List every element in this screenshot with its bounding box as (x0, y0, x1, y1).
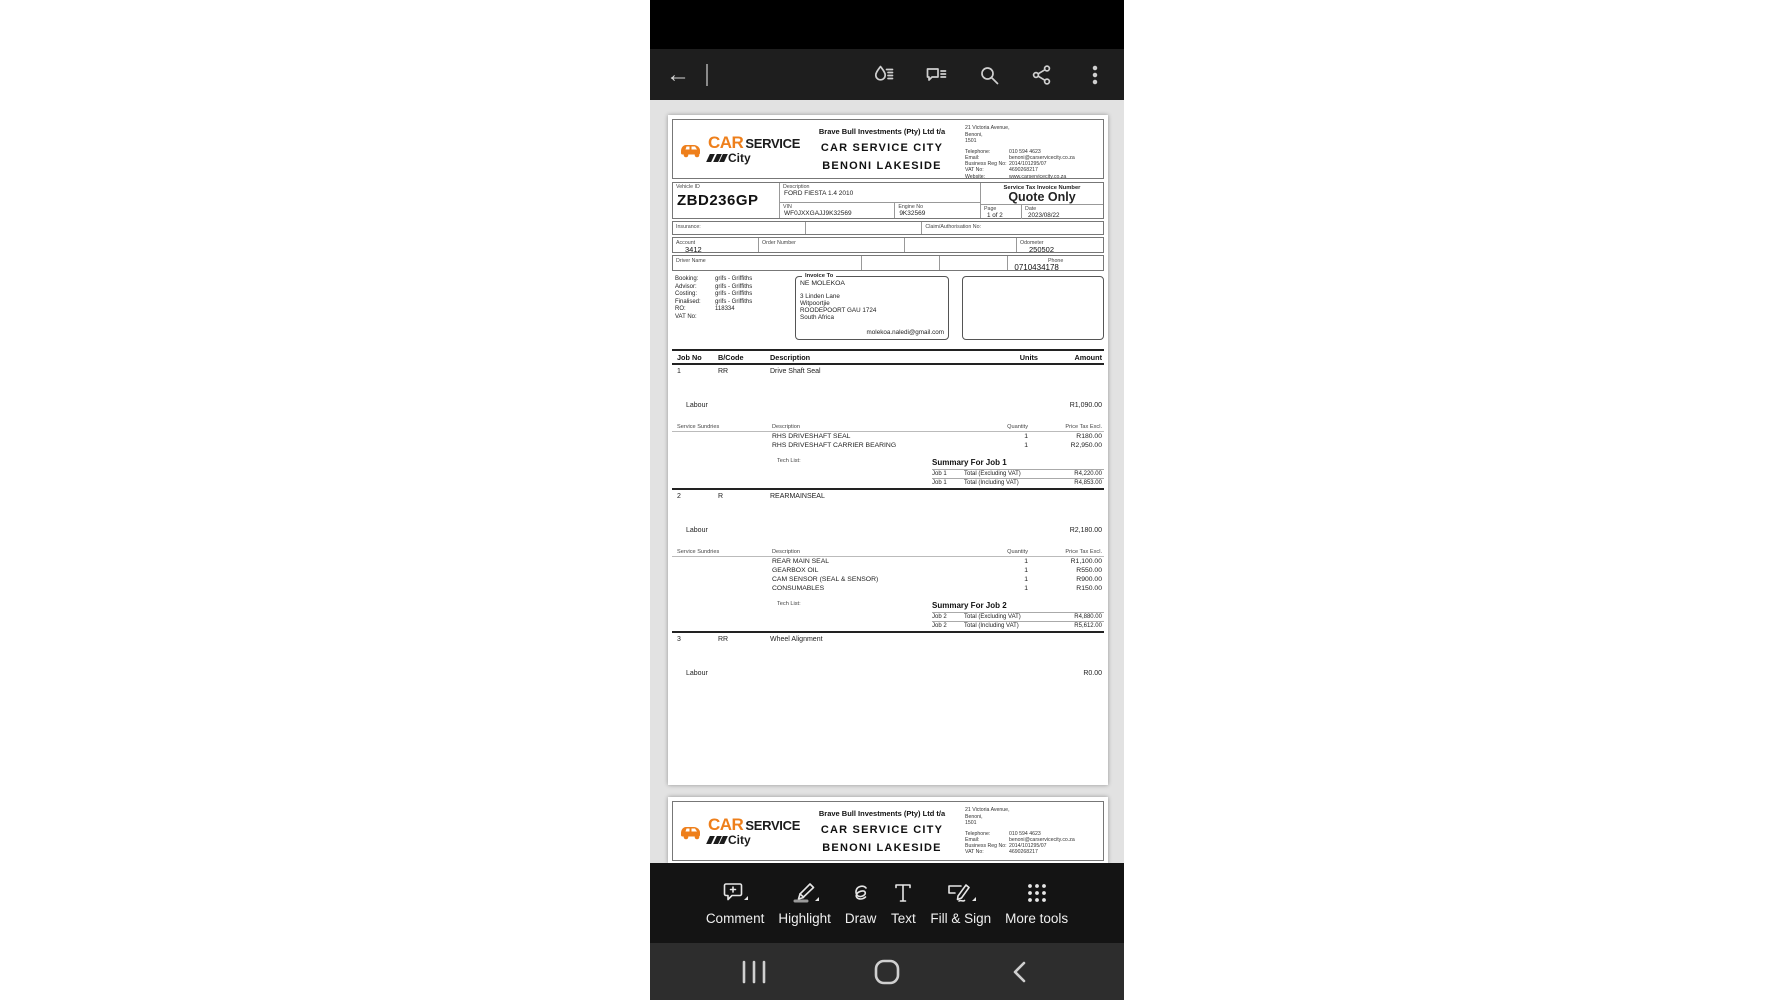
invoice-number-label: Service Tax Invoice Number (1003, 185, 1081, 191)
logo-word-service: SERVICE (745, 818, 801, 833)
insurance-row (672, 221, 1104, 235)
driver-row (672, 255, 1104, 271)
highlighter-icon (790, 880, 820, 906)
branch-name: BENONI LAKESIDE (822, 842, 942, 854)
recents-icon[interactable] (724, 952, 784, 992)
branch-name: BENONI LAKESIDE (822, 160, 942, 172)
hazard-stripes (708, 836, 726, 844)
vin-value: WF0JXXGAJJ9K32569 (784, 210, 852, 217)
labour-row: Labour R2,180.00 (686, 527, 1102, 534)
phone-screen (650, 0, 1124, 1000)
car-icon (677, 820, 705, 842)
title-text-cursor (706, 64, 708, 86)
pdf-page-1[interactable] (668, 115, 1108, 785)
comment-plus-icon (720, 880, 750, 906)
trading-as-line: Brave Bull Investments (Pty) Ltd t/a (818, 809, 946, 818)
quote-only-value: Quote Only (1008, 190, 1076, 204)
claim-label: Claim/Authorisation No: (925, 224, 982, 230)
labour-row: Labour R0.00 (686, 670, 1102, 677)
invoice-header (672, 801, 1104, 861)
logo-word-service: SERVICE (745, 136, 801, 151)
share-icon[interactable] (1029, 62, 1055, 88)
phone-label: Phone (1048, 258, 1064, 264)
vehicle-id-value: ZBD236GP (677, 192, 759, 209)
text-icon (890, 880, 916, 906)
account-row (672, 237, 1104, 253)
annotation-toolbar (650, 863, 1124, 943)
job-section-3 (672, 636, 1104, 677)
back-icon[interactable] (991, 952, 1051, 992)
job-row: 3 RR Wheel Alignment (677, 636, 823, 643)
highlight-tool-button[interactable]: Highlight (778, 880, 831, 926)
job-summary: Summary For Job 1 Job 1 Total (Excluding VAT) R4,220.00 Job 1 Total (Including VAT) R4,853.00 (932, 458, 1102, 486)
invoice-to-box (795, 273, 949, 340)
liquid-mode-icon[interactable] (870, 62, 896, 88)
labour-row: Labour R1,090.00 (686, 402, 1102, 409)
search-icon[interactable] (976, 62, 1002, 88)
sundry-row: CAM SENSOR (SEAL & SENSOR) 1 R900.00 (772, 576, 1102, 583)
car-service-city-logo (677, 805, 799, 857)
vehicle-id-label: Vehicle ID (676, 184, 700, 190)
job-row: 2 R REARMAINSEAL (677, 493, 825, 500)
job-section-1 (672, 368, 1104, 490)
booking-section (672, 273, 1104, 340)
comment-tool-button[interactable]: Comment (706, 880, 765, 926)
company-address: 21 Victoria Avenue, Benoni, 1501 (965, 807, 1010, 826)
job-row: 1 RR Drive Shaft Seal (677, 368, 821, 375)
fill-and-sign-tool-button[interactable]: Fill & Sign (930, 880, 991, 926)
service-sundries: Service Sundries Description Quantity Price Tax Excl. RHS DRIVESHAFT SEAL 1 R180.00 RHS DRIVESHAFT CARRIER BEARING 1 R2,950.00 (672, 424, 1104, 450)
date-value: 2023/08/22 (1028, 212, 1060, 219)
logo-word-car: CAR (708, 133, 744, 152)
company-contacts: Telephone: 010 594 4623 Email: benoni@carservicecity.co.za Business Reg No: 2014/101295/07 VAT No: 4690268217 (965, 830, 1075, 856)
draw-tool-button[interactable]: Draw (845, 880, 877, 926)
engine-no-value: 9K32569 (899, 210, 926, 217)
job-summary: Summary For Job 2 Job 2 Total (Excluding VAT) R4,880.00 Job 2 Total (Including VAT) R5,612.00 (932, 601, 1102, 629)
account-value: 3412 (685, 245, 702, 254)
engine-no-label: Engine No (898, 204, 924, 210)
back-arrow-icon[interactable]: ← (666, 60, 690, 88)
trading-as-line: Brave Bull Investments (Pty) Ltd t/a (818, 127, 946, 136)
invoice-header (672, 119, 1104, 179)
top-toolbar (650, 49, 1124, 100)
home-icon[interactable] (857, 952, 917, 992)
pdf-page-2[interactable] (668, 797, 1108, 863)
fill-and-sign-icon (945, 880, 977, 906)
logo-word-city: City (728, 151, 751, 165)
job-separator (672, 631, 1104, 633)
customer-email: molekoa.naledi@gmail.com (866, 329, 944, 336)
description-label: Description (783, 184, 810, 190)
job-separator (672, 488, 1104, 490)
hazard-stripes (708, 154, 726, 162)
more-tools-grid-icon (1024, 880, 1050, 906)
logo-word-car: CAR (708, 815, 744, 834)
odometer-value: 250502 (1028, 245, 1055, 254)
sundry-row: CONSUMABLES 1 R150.00 (772, 585, 1102, 592)
empty-address-box (962, 276, 1104, 340)
company-address: 21 Victoria Avenue, Benoni, 1501 (965, 125, 1010, 144)
logo-word-city: City (728, 833, 751, 847)
customer-address: 3 Linden Lane Witpoortjie ROODEPOORT GAU 1724 South Africa (800, 293, 877, 321)
page-value: 1 of 2 (987, 212, 1003, 219)
odometer-label: Odometer (1019, 240, 1044, 246)
car-icon (677, 138, 705, 160)
company-name: CAR SERVICE CITY (820, 824, 944, 836)
items-header-row: Job No B/Code Description Units Amount (672, 349, 1104, 365)
sundry-row: RHS DRIVESHAFT SEAL 1 R180.00 (772, 433, 1102, 440)
tech-list-label: Tech List: (777, 458, 801, 464)
sundry-row: REAR MAIN SEAL 1 R1,100.00 (772, 558, 1102, 565)
driver-name-label: Driver Name (676, 258, 706, 264)
service-sundries: Service Sundries Description Quantity Price Tax Excl. REAR MAIN SEAL 1 R1,100.00 GEARBOX OIL 1 R550.00 CAM SENSOR (SEAL & SENSOR) 1 R900.00 CONSUMABLES 1 R150.00 (672, 549, 1104, 593)
invoice-to-title: Invoice To (802, 273, 836, 279)
sundry-row: GEARBOX OIL 1 R550.00 (772, 567, 1102, 574)
android-nav-bar (650, 943, 1124, 1000)
pdf-document-area[interactable] (650, 100, 1124, 863)
phone-value: 0710434178 (1014, 263, 1059, 272)
insurance-label: Insurance: (676, 224, 701, 230)
order-number-label: Order Number (762, 240, 796, 246)
status-bar (650, 0, 1124, 49)
more-tools-button[interactable]: More tools (1005, 880, 1068, 926)
sundry-row: RHS DRIVESHAFT CARRIER BEARING 1 R2,950.00 (772, 442, 1102, 449)
overflow-menu-icon[interactable] (1082, 62, 1108, 88)
vehicle-description: FORD FIESTA 1.4 2010 (784, 190, 854, 197)
job-items-table (672, 349, 1104, 677)
comments-icon[interactable] (923, 62, 949, 88)
draw-squiggle-icon (848, 880, 874, 906)
company-name: CAR SERVICE CITY (820, 142, 944, 154)
booking-table: Booking: grifs - Griffiths Advisor: grifs - Griffiths Costing: grifs - Griffiths Finalised: grifs - Griffiths RO: 118334 VAT No: (675, 276, 753, 320)
company-contacts: Telephone: 010 594 4623 Email: benoni@carservicecity.co.za Business Reg No: 2014/101295/07 VAT No: 4690268217 Website: www.carservicecity.co.za (965, 148, 1075, 180)
page-label: Page (984, 206, 997, 212)
job-section-2 (672, 493, 1104, 633)
account-label: Account (676, 240, 696, 246)
text-tool-button[interactable]: Text (890, 880, 916, 926)
vin-label: VIN (783, 204, 792, 210)
tech-list-label: Tech List: (777, 601, 801, 607)
date-label: Date (1025, 206, 1037, 212)
car-service-city-logo (677, 123, 799, 175)
customer-name: NE MOLEKOA (800, 280, 845, 287)
vehicle-info-grid (672, 182, 1104, 219)
